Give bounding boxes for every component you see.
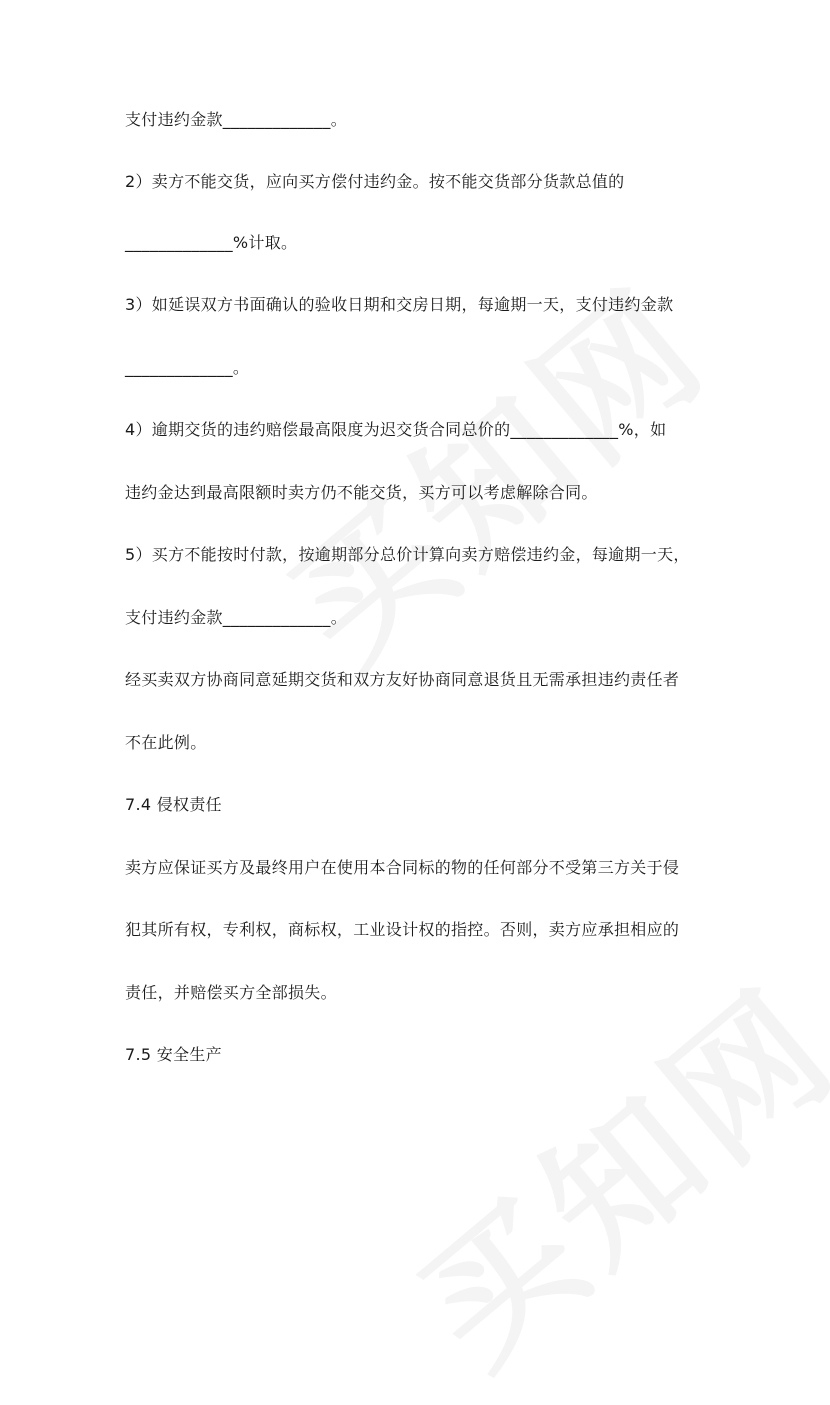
paragraph-line: 责任，并赔偿买方全部损失。 — [125, 983, 337, 1002]
paragraph-line: 犯其所有权，专利权，商标权，工业设计权的指控。否则，卖方应承担相应的 — [125, 920, 680, 939]
paragraph-line: 经买卖双方协商同意延期交货和双方友好协商同意退货且无需承担违约责任者 — [125, 670, 680, 689]
paragraph-line: 卖方应保证买方及最终用户在使用本合同标的物的任何部分不受第三方关于侵 — [125, 858, 680, 877]
paragraph-line: 3）如延误双方书面确认的验收日期和交房日期，每逾期一天，支付违约金款 — [125, 295, 674, 314]
section-heading: 7.4 侵权责任 — [125, 795, 222, 814]
section-heading: 7.5 安全生产 — [125, 1045, 222, 1064]
paragraph-line: 不在此例。 — [125, 733, 207, 752]
paragraph-line: 支付违约金款_____________。 — [125, 608, 347, 627]
paragraph-line: 支付违约金款_____________。 — [125, 110, 347, 129]
paragraph-line: 5）买方不能按时付款，按逾期部分总价计算向卖方赔偿违约金，每逾期一天， — [125, 545, 690, 564]
paragraph-line: 违约金达到最高限额时卖方仍不能交货，买方可以考虑解除合同。 — [125, 483, 598, 502]
paragraph-line: 4）逾期交货的违约赔偿最高限度为迟交货合同总价的_____________%，如 — [125, 420, 667, 439]
paragraph-line: 2）卖方不能交货，应向买方偿付违约金。按不能交货部分货款总值的 — [125, 172, 625, 191]
paragraph-line: _____________%计取。 — [125, 233, 298, 252]
paragraph-line: _____________。 — [125, 358, 250, 377]
watermark-bottom — [367, 931, 830, 1405]
